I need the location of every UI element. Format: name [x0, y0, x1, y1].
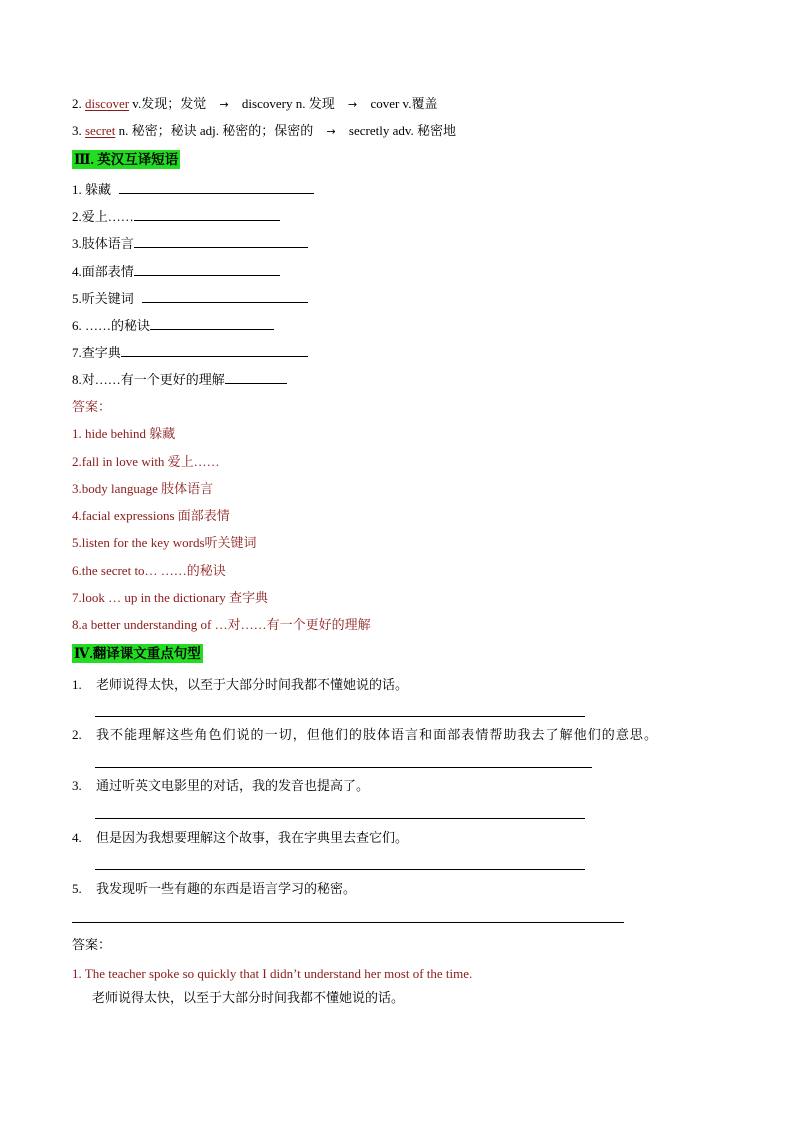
vocab-derivative-noun: discovery n. 发现	[241, 96, 335, 111]
sentence-text: 但是因为我想要理解这个故事，我在字典里去查它们。	[96, 830, 409, 845]
vocab-definition: n. 秘密；秘诀 adj. 秘密的；保密的	[118, 123, 314, 138]
answer-line[interactable]	[72, 922, 624, 923]
item-number: 2.	[72, 727, 82, 742]
item-number: 5.	[72, 881, 82, 896]
answer-item: 2.fall in love with 爱上……	[72, 454, 220, 469]
phrase-item	[72, 208, 280, 225]
item-number: 3.	[72, 778, 82, 793]
vocab-word-secret: secret	[85, 123, 116, 138]
phrase-text: 2.爱上……	[72, 209, 134, 224]
vocab-line-2	[72, 96, 437, 113]
arrow-icon: →	[347, 98, 358, 111]
sentence-text: 我 不 能 理 解 这 些 角 色 们 说 的 一 切 ， 但 他 们 的 肢 体 语 言 和 面 部 表 情 帮 助 我 去 了 解 他 们 的 意 思 。	[96, 727, 656, 742]
vocab-word-discover: discover	[85, 96, 130, 111]
answer-english: 1. The teacher spoke so quickly that I didn’t understand her most of the time.	[72, 966, 473, 981]
phrase-item	[72, 371, 287, 388]
vocab-number: 2.	[72, 96, 85, 111]
arrow-icon: →	[326, 125, 336, 138]
phrase-item	[72, 317, 274, 334]
phrase-text: 3.肢体语言	[72, 236, 134, 251]
answer-blank[interactable]	[150, 317, 274, 330]
sentence-text: 我发现听一些有趣的东西是语言学习的秘密。	[96, 881, 357, 896]
phrase-item	[72, 181, 314, 198]
translation-item	[72, 778, 369, 794]
phrase-text: 1. 躲藏	[72, 182, 112, 197]
vocab-related-word: cover v.覆盖	[370, 96, 438, 111]
section-heading-phrases: Ⅲ. 英汉互译短语	[74, 152, 179, 167]
phrase-text: 6. ……的秘诀	[72, 318, 151, 333]
phrase-item	[72, 290, 308, 307]
sentence-text: 老师说得太快，以至于大部分时间我都不懂她说的话。	[96, 677, 409, 692]
answer-line[interactable]	[95, 818, 585, 819]
answer-chinese: 老师说得太快，以至于大部分时间我都不懂她说的话。	[92, 990, 405, 1005]
answer-item: 4.facial expressions 面部表情	[72, 508, 230, 523]
translation-item	[72, 881, 356, 897]
vocab-line-3	[72, 123, 456, 140]
translation-item	[72, 727, 656, 743]
phrase-text: 8.对……有一个更好的理解	[72, 372, 225, 387]
item-number: 4.	[72, 830, 82, 845]
answer-line[interactable]	[95, 869, 585, 870]
answer-blank[interactable]	[134, 235, 308, 248]
answer-item: 1. hide behind 躲藏	[72, 426, 176, 441]
answer-item: 7.look … up in the dictionary 查字典	[72, 590, 269, 605]
answer-item: 3.body language 肢体语言	[72, 481, 214, 496]
translation-item	[72, 830, 408, 846]
answer-item: 6.the secret to… ……的秘诀	[72, 563, 226, 578]
answer-item: 5.listen for the key words听关键词	[72, 535, 257, 550]
answer-blank[interactable]	[134, 263, 280, 276]
answer-line[interactable]	[95, 716, 585, 717]
phrase-item	[72, 344, 308, 361]
phrase-item	[72, 235, 308, 252]
answer-label: 答案：	[72, 399, 112, 414]
translation-item	[72, 677, 408, 693]
sentence-text: 通过听英文电影里的对话，我的发音也提高了。	[96, 778, 370, 793]
answer-blank[interactable]	[134, 208, 280, 221]
arrow-icon: →	[219, 98, 229, 111]
item-number: 1.	[72, 677, 82, 692]
answer-item: 8.a better understanding of …对……有一个更好的理解	[72, 617, 371, 632]
phrase-text: 7.查字典	[72, 345, 121, 360]
answer-blank[interactable]	[142, 290, 308, 303]
phrase-text: 4.面部表情	[72, 264, 134, 279]
phrase-text: 5.听关键词	[72, 291, 134, 306]
answer-label: 答案：	[72, 937, 112, 952]
phrase-item	[72, 263, 280, 280]
vocab-number: 3.	[72, 123, 85, 138]
section-heading-translation: Ⅳ.翻译课文重点句型	[74, 646, 201, 661]
vocab-definition: v.发现；发觉	[132, 96, 207, 111]
vocab-derivative-adverb: secretly adv. 秘密地	[348, 123, 457, 138]
answer-line[interactable]	[95, 767, 592, 768]
answer-blank[interactable]	[121, 344, 308, 357]
answer-blank[interactable]	[225, 371, 287, 384]
answer-blank[interactable]	[119, 181, 314, 194]
